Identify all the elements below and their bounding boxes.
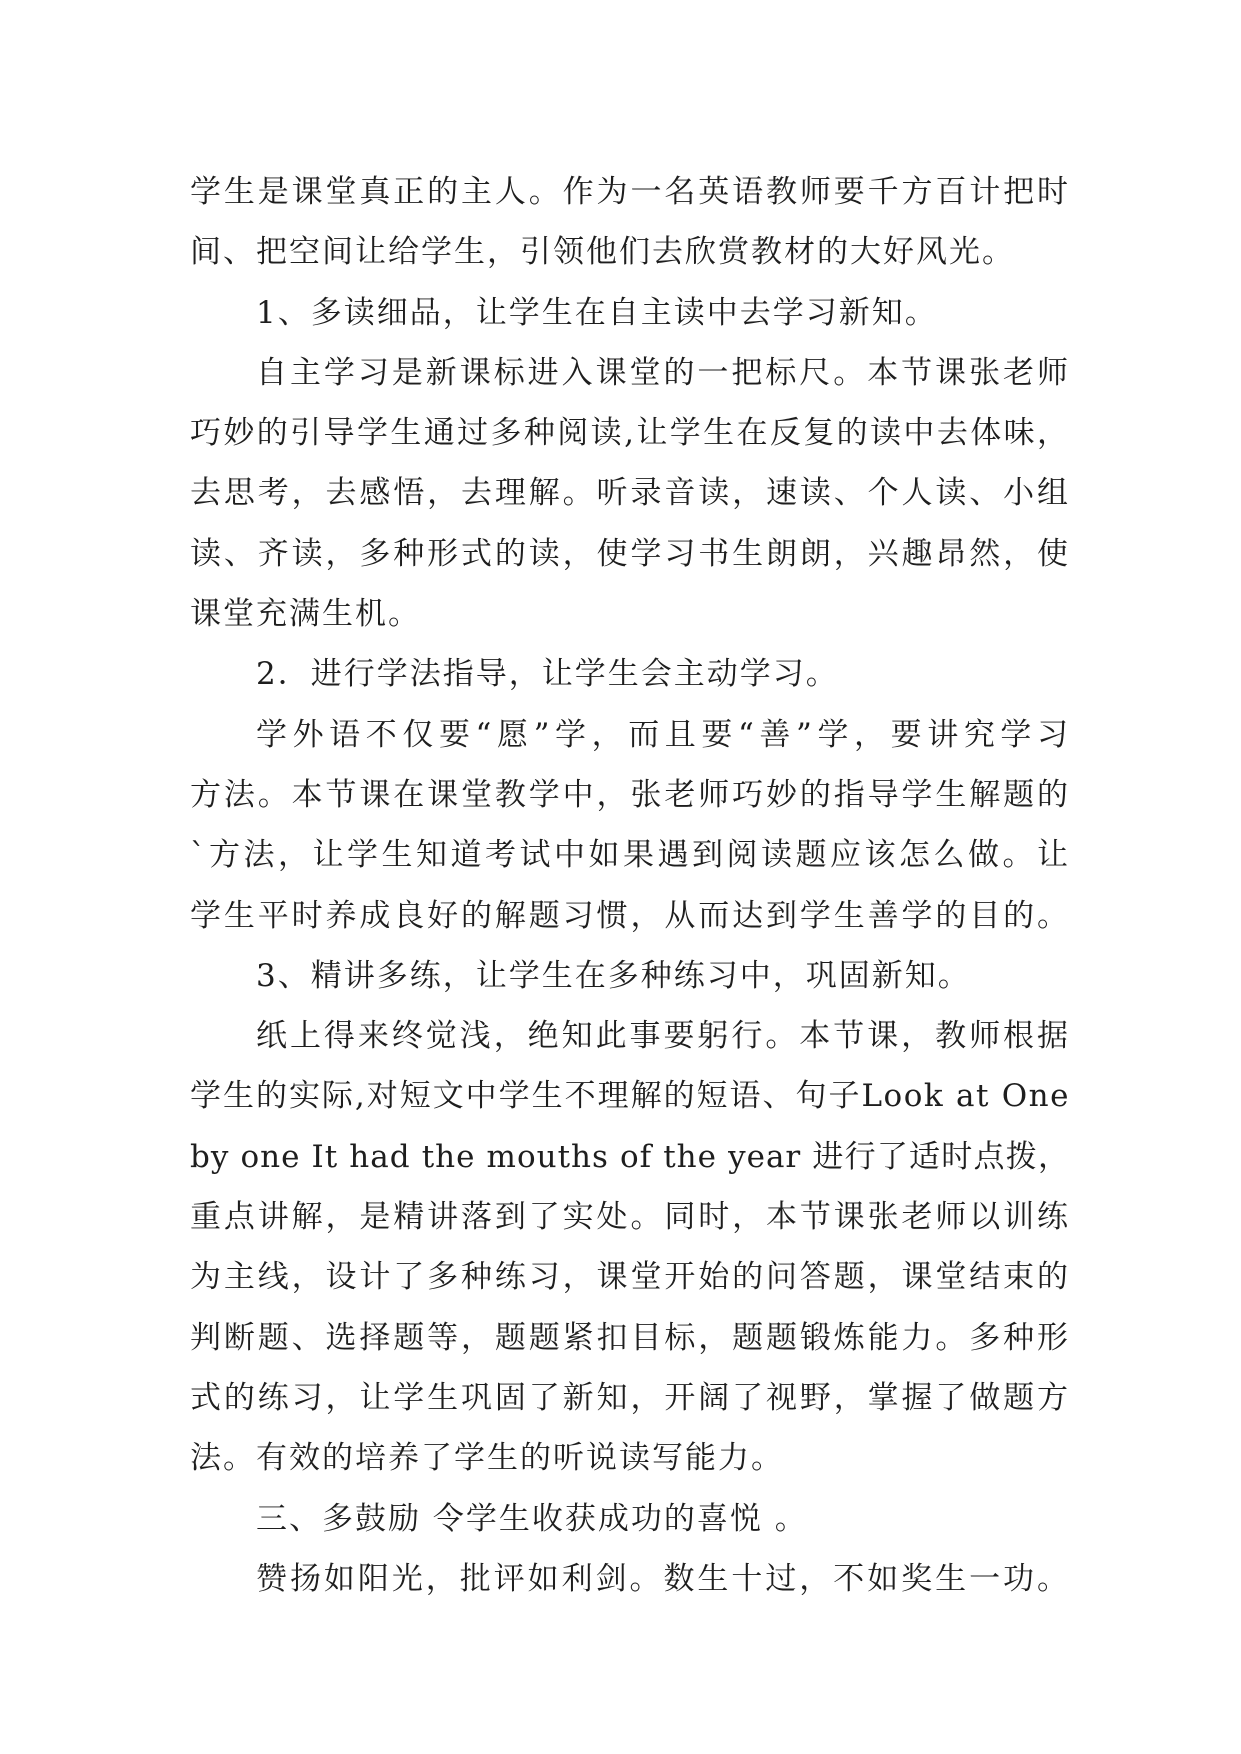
text-line: 三、多鼓励 令学生收获成功的喜悦 。 xyxy=(256,1500,808,1537)
text-line: 学生的实际,对短文中学生不理解的短语、句子Look at One xyxy=(190,1078,1070,1115)
text-line: by one It had the mouths of the year 进行了适时点拨， xyxy=(190,1138,1070,1175)
text-line: 2．进行学法指导，让学生会主动学习。 xyxy=(256,656,839,693)
text-line: 学外语不仅要“愿”学，而且要“善”学，要讲究学习 xyxy=(256,716,1070,753)
text-line: 3、精讲多练，让学生在多种练习中，巩固新知。 xyxy=(256,957,971,994)
text-line: 学生是课堂真正的主人。作为一名英语教师要千方百计把时 xyxy=(190,174,1070,210)
text-line: 去思考，去感悟，去理解。听录音读，速读、个人读、小组 xyxy=(190,475,1070,512)
text-line: 课堂充满生机。 xyxy=(190,596,421,633)
text-line: 巧妙的引导学生通过多种阅读,让学生在反复的读中去体味， xyxy=(190,415,1070,452)
text-line: 重点讲解，是精讲落到了实处。同时，本节课张老师以训练 xyxy=(190,1199,1070,1236)
text-line: 赞扬如阳光，批评如利剑。数生十过，不如奖生一功。 xyxy=(256,1560,1070,1597)
text-line: 式的练习，让学生巩固了新知，开阔了视野，掌握了做题方 xyxy=(190,1379,1070,1416)
text-line: 纸上得来终觉浅，绝知此事要躬行。本节课，教师根据 xyxy=(256,1018,1070,1055)
text-line: 自主学习是新课标进入课堂的一把标尺。本节课张老师 xyxy=(256,354,1070,391)
text-line: 法。有效的培养了学生的听说读写能力。 xyxy=(190,1440,784,1477)
text-line: 方法。本节课在课堂教学中，张老师巧妙的指导学生解题的 xyxy=(190,776,1070,813)
text-line: 判断题、选择题等，题题紧扣目标，题题锻炼能力。多种形 xyxy=(190,1319,1070,1356)
document-body xyxy=(190,162,1070,1609)
text-line: 为主线，设计了多种练习，课堂开始的问答题，课堂结束的 xyxy=(190,1259,1070,1296)
text-line: 读、齐读，多种形式的读，使学习书生朗朗，兴趣昂然，使 xyxy=(190,535,1070,572)
text-line: 间、把空间让给学生，引领他们去欣赏教材的大好风光。 xyxy=(190,234,1015,271)
text-line: 1、多读细品，让学生在自主读中去学习新知。 xyxy=(256,294,938,331)
text-line: `方法，让学生知道考试中如果遇到阅读题应该怎么做。让 xyxy=(190,837,1070,874)
text-line: 学生平时养成良好的解题习惯，从而达到学生善学的目的。 xyxy=(190,897,1070,934)
